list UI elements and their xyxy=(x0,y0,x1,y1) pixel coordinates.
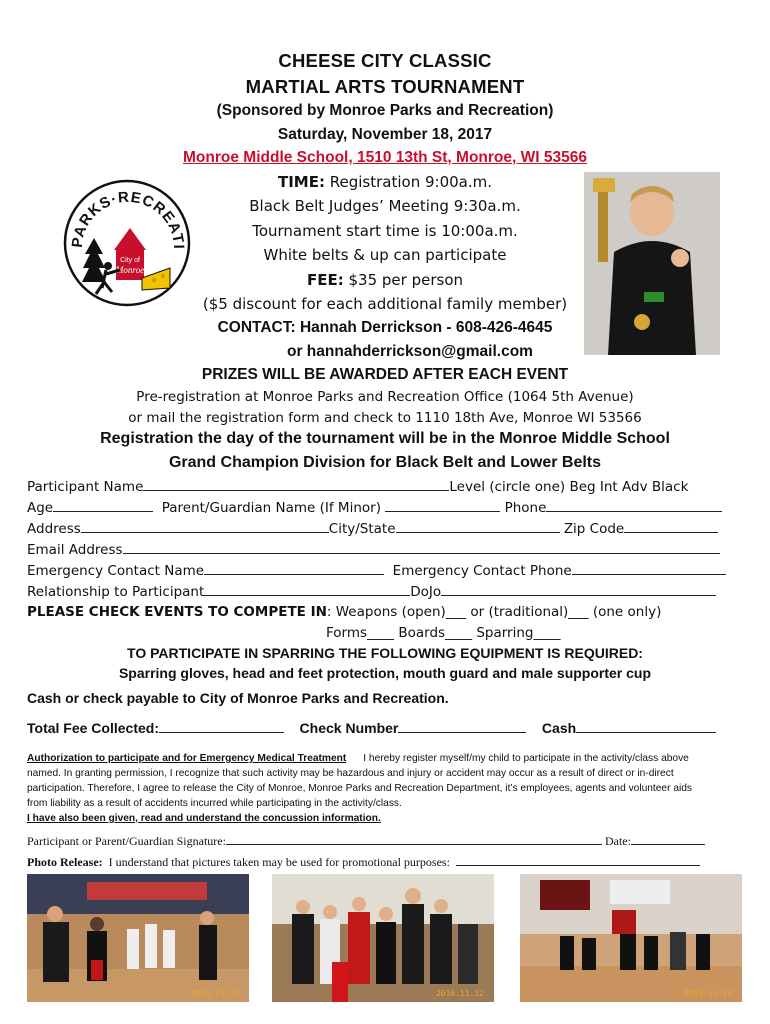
dayof-line-2: Grand Champion Division for Black Belt and Lower Belts xyxy=(168,454,602,471)
photo-release-row xyxy=(27,853,700,870)
waiver-text-4: from liability as a result of accidents incurred while participating in the activity/class. xyxy=(27,798,402,809)
contact-email: or hannahderrickson@gmail.com xyxy=(287,343,533,360)
phone-label: Phone xyxy=(504,500,547,516)
address-field[interactable] xyxy=(81,520,329,533)
sponsor-line: (Sponsored by Monroe Parks and Recreation) xyxy=(216,102,554,119)
total-fee-field[interactable] xyxy=(159,720,284,733)
total-fee-label: Total Fee Collected: xyxy=(27,720,159,736)
level-label: Level (circle one) Beg Int Adv Black xyxy=(449,479,689,495)
date-field[interactable] xyxy=(631,832,705,845)
event-date: Saturday, November 18, 2017 xyxy=(277,126,493,143)
photo-3-timestamp: 2016.11.12 xyxy=(683,989,732,998)
address-label: Address xyxy=(27,521,81,537)
emergency-name-label: Emergency Contact Name xyxy=(27,563,205,579)
signature-row xyxy=(27,832,705,849)
title-line-2: MARTIAL ARTS TOURNAMENT xyxy=(245,76,525,97)
tournament-photo-1 xyxy=(27,874,249,1002)
cash-label: Cash xyxy=(541,720,577,736)
payment-row xyxy=(27,720,716,736)
photo-release-label: Photo Release: xyxy=(27,855,103,869)
time-line xyxy=(0,173,770,191)
tournament-photo-3 xyxy=(520,874,742,1002)
photo-release-text: I understand that pictures taken may be used for promotional purposes: xyxy=(108,855,450,869)
emergency-phone-label: Emergency Contact Phone xyxy=(392,563,572,579)
discount-line: ($5 discount for each additional family member) xyxy=(202,295,568,313)
title-line-1: CHEESE CITY CLASSIC xyxy=(278,50,492,71)
zip-label: Zip Code xyxy=(563,521,625,537)
emergency-phone-field[interactable] xyxy=(572,562,726,575)
logo-arc-text: PARKS·RECREATI xyxy=(68,188,188,250)
prereg-line-1: Pre-registration at Monroe Parks and Recreation Office (1064 5th Avenue) xyxy=(136,389,634,405)
form-row-events xyxy=(27,604,661,620)
relationship-field[interactable] xyxy=(204,583,410,596)
zip-field[interactable] xyxy=(624,520,718,533)
phone-field[interactable] xyxy=(546,499,722,512)
guardian-label: Parent/Guardian Name (If Minor) xyxy=(161,500,381,516)
dojo-label: DoJo xyxy=(410,584,442,600)
waiver-text-1: I hereby register myself/my child to participate in the activity/class above xyxy=(363,753,689,764)
city-state-label: City/State xyxy=(328,521,396,537)
fee-value: $35 per person xyxy=(348,271,464,289)
waiver-heading: Authorization to participate and for Emergency Medical Treatment xyxy=(27,753,347,764)
belts-line: White belts & up can participate xyxy=(263,246,507,264)
waiver-text-2: named. In granting permission, I recognize that such activity may be hazardous and injury or accident may occur as a result of direct or in-direct xyxy=(27,768,674,779)
email-field[interactable] xyxy=(123,541,720,554)
photo-release-field[interactable] xyxy=(456,853,700,866)
svg-text:City of: City of xyxy=(120,257,140,264)
relationship-label: Relationship to Participant xyxy=(27,584,205,600)
participant-name-field[interactable] xyxy=(143,478,449,491)
age-field[interactable] xyxy=(53,499,153,512)
signature-label: Participant or Parent/Guardian Signature: xyxy=(27,834,226,848)
emergency-name-field[interactable] xyxy=(204,562,384,575)
participant-name-label: Participant Name xyxy=(27,479,144,495)
start-time: Tournament start time is 10:00a.m. xyxy=(252,222,518,240)
form-row-emergency xyxy=(27,562,726,579)
svg-text:Monroe: Monroe xyxy=(115,265,145,275)
contact-line: CONTACT: Hannah Derrickson - 608-426-4645 xyxy=(217,319,553,336)
prereg-line-2: or mail the registration form and check to 1110 18th Ave, Monroe WI 53566 xyxy=(128,410,642,426)
equipment-line-1: TO PARTICIPATE IN SPARRING THE FOLLOWING EQUIPMENT IS REQUIRED: xyxy=(127,645,643,661)
age-label: Age xyxy=(27,500,54,516)
form-row-age xyxy=(27,499,722,516)
dojo-field[interactable] xyxy=(441,583,716,596)
photo-1-timestamp: 2016.11.19 xyxy=(190,989,239,998)
events-forms: Forms____ Boards____ Sparring____ xyxy=(326,625,561,641)
city-state-field[interactable] xyxy=(396,520,560,533)
tournament-photo-2 xyxy=(272,874,494,1002)
judges-meeting: Black Belt Judges’ Meeting 9:30a.m. xyxy=(249,197,521,215)
event-location: Monroe Middle School, 1510 13th St, Monroe, WI 53566 xyxy=(183,149,587,166)
form-row-email xyxy=(27,541,720,558)
events-label: PLEASE CHECK EVENTS TO COMPETE IN xyxy=(27,604,327,620)
signature-field[interactable] xyxy=(226,832,602,845)
fee-label: FEE: xyxy=(306,271,344,289)
prizes-line: PRIZES WILL BE AWARDED AFTER EACH EVENT xyxy=(201,366,569,383)
photo-2-timestamp: 2016.11.12 xyxy=(435,989,484,998)
check-number-label: Check Number xyxy=(299,720,399,736)
form-row-participant xyxy=(27,478,688,495)
form-row-relationship xyxy=(27,583,716,600)
events-weapons: : Weapons (open)___ or (traditional)___ (one only) xyxy=(326,604,662,620)
time-label: TIME: xyxy=(277,173,325,191)
dayof-line-1: Registration the day of the tournament will be in the Monroe Middle School xyxy=(100,430,670,447)
equipment-line-2: Sparring gloves, head and feet protection, mouth guard and male supporter cup xyxy=(118,665,652,681)
check-number-field[interactable] xyxy=(398,720,526,733)
guardian-field[interactable] xyxy=(385,499,500,512)
date-label: Date: xyxy=(604,834,631,848)
payable-line: Cash or check payable to City of Monroe Parks and Recreation. xyxy=(27,690,449,706)
time-value: Registration 9:00a.m. xyxy=(329,173,493,191)
fee-line xyxy=(0,271,770,289)
email-label: Email Address xyxy=(27,542,123,558)
waiver-text xyxy=(27,751,747,826)
concussion-line: I have also been given, read and understand the concussion information. xyxy=(27,813,381,824)
cash-field[interactable] xyxy=(576,720,716,733)
waiver-text-3: participation. Therefore, I agree to release the City of Monroe, Monroe Parks and Recreation Department, it’s employees, agents and volunteer aids xyxy=(27,783,693,794)
form-row-address xyxy=(27,520,718,537)
